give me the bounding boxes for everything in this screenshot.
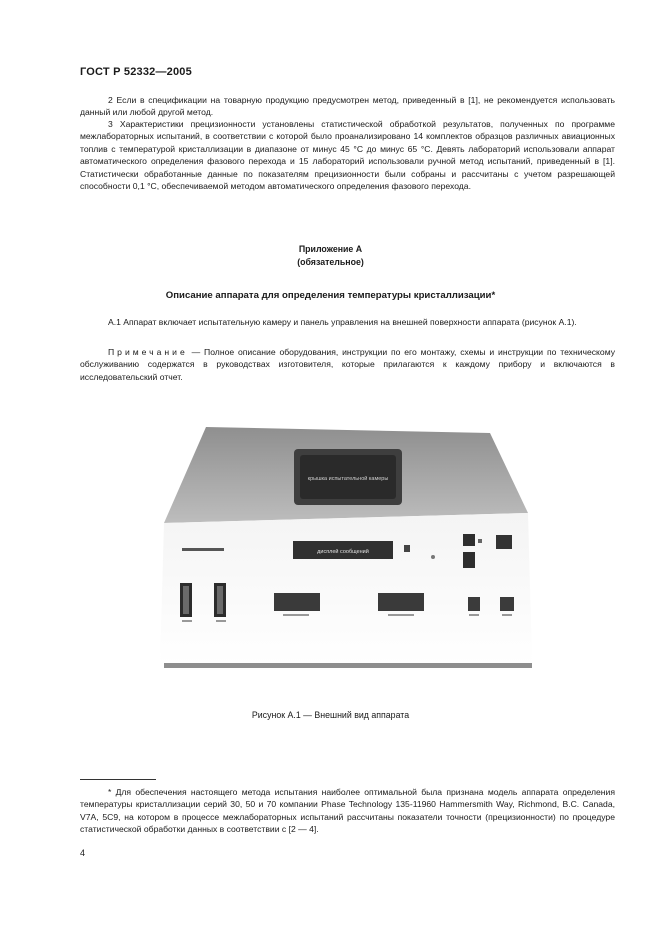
control-switch xyxy=(463,534,475,546)
page-number: 4 xyxy=(80,848,86,858)
chamber-lid-label: крышка испытательной камеры xyxy=(307,476,389,482)
small-indicator xyxy=(478,539,482,543)
knob-caption xyxy=(469,614,479,616)
note-paragraph xyxy=(80,346,615,383)
section-title: Описание аппарата для определения температуры кристаллизации* xyxy=(165,290,496,301)
connector-caption xyxy=(182,620,192,622)
knob xyxy=(468,597,480,611)
knob xyxy=(500,597,514,611)
chamber-lid xyxy=(294,449,402,505)
a1-paragraph: А.1 Аппарат включает испытательную камеру и панель управления на внешней поверхности аппарата (рисунок А.1). xyxy=(108,317,577,327)
document-header: ГОСТ Р 52332—2005 xyxy=(80,66,192,78)
control-switch xyxy=(463,552,475,568)
apparatus-figure xyxy=(160,425,532,670)
control-switch xyxy=(496,535,512,549)
indicator-led xyxy=(404,545,410,552)
note-text: — Полное описание оборудования, инструкции по его монтажу, схемы и инструкции по техническому обслуживанию содержатся в руководствах изготовителя, которые прилагаются к каждому прибору и включаются в исследовательский отчет. xyxy=(80,347,615,382)
footnote-separator xyxy=(80,779,156,780)
message-display xyxy=(293,541,393,559)
knob-caption xyxy=(502,614,512,616)
connector-caption xyxy=(216,620,226,622)
display-caption xyxy=(283,614,309,616)
appendix-title: Приложение А xyxy=(298,244,363,254)
figure-caption: Рисунок А.1 — Внешний вид аппарата xyxy=(251,710,410,720)
message-display-label: дисплей сообщений xyxy=(317,549,369,555)
appendix-status: (обязательное) xyxy=(297,257,364,267)
note-3-paragraph: 3 Характеристики прецизионности установлены статистической обработкой результатов, полученных по программе межлабораторных испытаний, в соответствии с которой было проанализировано 14 комплектов образцов различных авиационных топлив с температурой кристаллизации в диапазоне от минус 45 °С до минус 65 °С. Девять лабораторий использовали аппарат автоматического определения фазового перехода и 15 лабораторий использовали ручной метод испытаний, приведенный в [1]. Статистически обработанные данные по показателям прецизионности были собраны и рассчитаны с учетом разрешающей способности 0,1 °С, обеспечиваемой методом автоматического определения фазового перехода. xyxy=(80,119,615,192)
display-caption xyxy=(388,614,414,616)
apparatus-photo xyxy=(160,425,532,670)
footnote: * Для обеспечения настоящего метода испытания наиболее оптимальной была признана модель аппарата определения температуры кристаллизации серий 30, 50 и 70 компании Phase Technology 135-11960 Hammersmith Way, Richmond, B.C. Canada, V7A, 5C9, на котором в процессе межлабораторных испытаний рассчитаны показатели точности (прецизионности) по процедуре статистической обработки данных в соответствии с [2 — 4]. xyxy=(80,787,615,835)
temperature-display xyxy=(378,593,424,611)
note-label: Примечание xyxy=(108,347,188,357)
vertical-connector xyxy=(214,583,226,617)
temperature-display xyxy=(274,593,320,611)
label-strip xyxy=(182,548,224,551)
note-2-paragraph: 2 Если в спецификации на товарную продукцию предусмотрен метод, приведенный в [1], не рекомендуется использовать данный или любой другой метод. xyxy=(80,95,615,118)
base-rail xyxy=(164,663,532,668)
vertical-connector xyxy=(180,583,192,617)
small-indicator xyxy=(431,555,435,559)
